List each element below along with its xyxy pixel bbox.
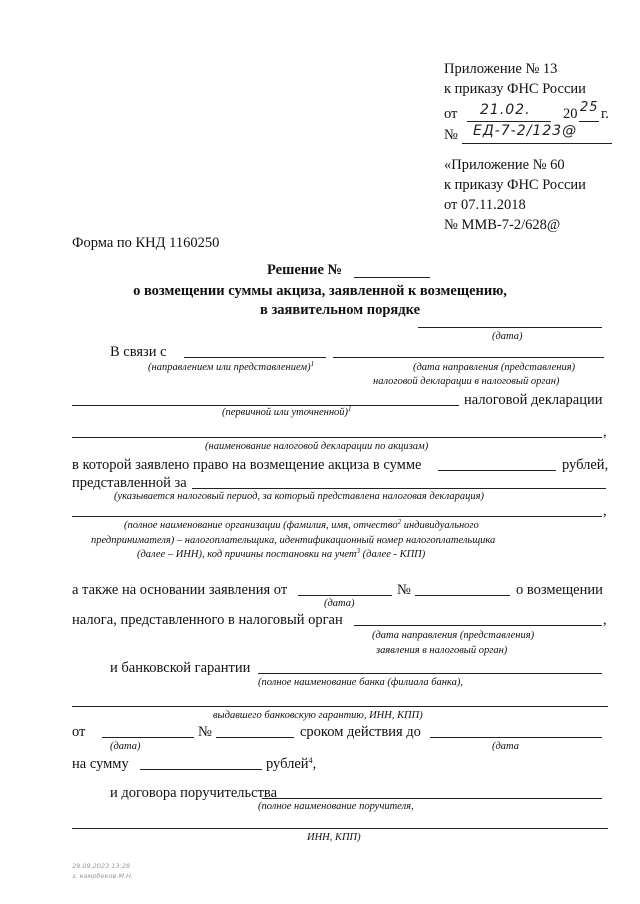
number-sign: № <box>397 582 411 598</box>
year-suffix: г. <box>601 106 609 122</box>
previous-order-reference: к приказу ФНС России <box>444 177 586 193</box>
presented-for-label: представленной за <box>72 475 187 491</box>
also-based-text: а также на основании заявления от <box>72 582 288 598</box>
hint-surety-name: (полное наименование поручителя, <box>258 801 414 812</box>
hint-application-date-1: (дата направления (представления) <box>372 630 535 641</box>
form-knd-code: Форма по КНД 1160250 <box>72 235 220 251</box>
year-prefix: 20 <box>563 106 578 122</box>
hint-direction-date-2: налоговой декларации в налоговый орган) <box>373 376 560 387</box>
from-label-2: от <box>72 724 86 740</box>
direction-line <box>184 357 326 358</box>
comma: , <box>603 503 607 519</box>
rubles-label: рублей, <box>562 457 609 473</box>
appendix-label: Приложение № 13 <box>444 61 558 77</box>
on-amount-label: на сумму <box>72 756 129 772</box>
amount-line <box>438 470 556 471</box>
handwritten-date: 21.02. <box>480 102 531 118</box>
comma: , <box>603 424 607 440</box>
surety-name-line <box>262 798 602 799</box>
guarantee-number-line <box>216 737 294 738</box>
previous-appendix-label: «Приложение № 60 <box>444 157 565 173</box>
hint-organization-3: (далее – ИНН), код причины постановки на учет$^3$ (далее - КПП) <box>137 547 426 560</box>
from-label: от <box>444 106 458 122</box>
guarantee-date-line <box>102 737 194 738</box>
hint-period: (указывается налоговый период, за который представлена налоговая декларация) <box>114 491 484 502</box>
decision-subtitle: о возмещении суммы акциза, заявленной к возмещению, <box>133 283 507 299</box>
hint-application-date-2: заявления в налоговый орган) <box>376 645 508 656</box>
decision-date-line <box>418 327 602 328</box>
hint-date: (дата) <box>110 741 141 752</box>
hint-surety-details: ИНН, КПП) <box>307 832 361 843</box>
previous-order-date: от 07.11.2018 <box>444 197 526 213</box>
application-number-line <box>415 595 510 596</box>
in-connection-label: В связи с <box>110 344 167 360</box>
year-underline <box>579 121 599 122</box>
hint-declaration-name: (наименование налоговой декларации по акцизам) <box>205 441 429 452</box>
hint-organization-2: предпринимателя) – налогоплательщика, идентификационный номер налогоплательщика <box>91 535 496 546</box>
declaration-type-line <box>72 405 459 406</box>
print-stamp-timestamp: 29.09.2023 13:28 <box>72 862 131 870</box>
decision-subtitle-2: в заявительном порядке <box>259 302 421 318</box>
bank-guarantee-label: и банковской гарантии <box>110 660 251 676</box>
bank-details-line <box>72 706 608 707</box>
on-refund-text: о возмещении <box>516 582 603 598</box>
hint-date: (дата) <box>324 598 355 609</box>
previous-order-number: № ММВ-7-2/628@ <box>444 217 561 233</box>
hint-bank-name: (полное наименование банка (филиала банка), <box>258 677 463 688</box>
comma: , <box>603 612 607 628</box>
rubles-label-2: рублей$^4$, <box>266 756 317 772</box>
date-underline <box>467 121 551 122</box>
validity-label: сроком действия до <box>300 724 421 740</box>
hint-primary-or-revised: (первичной или уточненной)$^1$ <box>222 405 352 418</box>
hint-direction-date-1: (дата направления (представления) <box>413 362 576 373</box>
period-line <box>192 488 606 489</box>
tax-submitted-text: налога, представленного в налоговый орган <box>72 612 343 628</box>
hint-date: (дата <box>492 741 520 752</box>
declaration-name-line <box>72 437 602 438</box>
organization-line <box>72 516 602 517</box>
bank-name-line <box>258 673 602 674</box>
handwritten-year: 25 <box>580 100 599 115</box>
decision-title: Решение № <box>267 262 343 278</box>
number-label: № <box>444 127 458 143</box>
order-reference: к приказу ФНС России <box>444 81 586 97</box>
validity-date-line <box>430 737 602 738</box>
claimed-right-text: в которой заявлено право на возмещение акциза в сумме <box>72 457 422 473</box>
decision-number-line <box>354 277 430 278</box>
number-underline <box>462 143 612 144</box>
tax-declaration-label: налоговой декларации <box>464 392 603 408</box>
hint-direction: (направлением или представлением)$^1$ <box>148 360 315 373</box>
submission-date-line <box>354 625 602 626</box>
guarantee-amount-line <box>140 769 262 770</box>
print-stamp-operator: з. камрбеков М.Н. <box>72 872 133 880</box>
surety-details-line <box>72 828 608 829</box>
hint-organization-1: (полное наименование организации (фамилия, имя, отчество$^2$ индивидуального <box>124 518 479 531</box>
hint-date: (дата) <box>492 331 523 342</box>
application-date-line <box>298 595 392 596</box>
handwritten-number: ЕД-7-2/123@ <box>473 123 578 139</box>
direction-date-line <box>333 357 604 358</box>
number-sign-2: № <box>198 724 212 740</box>
surety-contract-label: и договора поручительства <box>110 785 278 801</box>
hint-bank-details: выдавшего банковскую гарантию, ИНН, КПП) <box>213 710 423 721</box>
